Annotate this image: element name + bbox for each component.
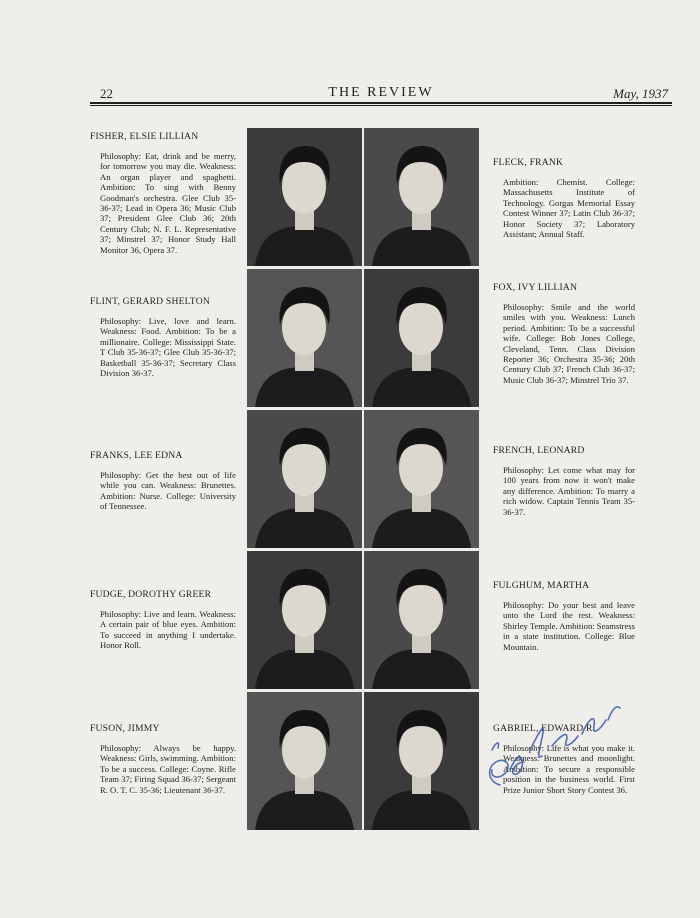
- page-header: [90, 84, 672, 102]
- publication-title: THE REVIEW: [328, 85, 434, 100]
- student-entry: [90, 450, 236, 512]
- portrait-photo: [247, 128, 362, 266]
- portrait-photo: [247, 692, 362, 830]
- student-entry: [493, 580, 635, 652]
- portrait-image: [364, 410, 479, 548]
- student-bio: Philosophy: Always be happy. Weakness: Girls, swimming. Ambition: To be a success. College: Coyne. Rifle Team 37; Firing Squad 36-37; Sergeant R. O. T. C. 35-36; Lieutenant 36-37.: [100, 743, 236, 795]
- student-bio: Philosophy: Live, love and learn. Weakness: Food. Ambition: To be a millionaire. College: Mississippi State. T Club 35-36-37; Glee Club 35-36-37; Basketball 35-36-37; Secretary Class Division 36-37.: [100, 316, 236, 379]
- portrait-image: [364, 128, 479, 266]
- student-entry: [493, 282, 635, 385]
- student-bio: Philosophy: Let come what may for 100 years from now it won't make any difference. Ambition: To marry a rich widow. Captain Tennis Team 35-36-37.: [503, 465, 635, 517]
- portrait-photo: [364, 551, 479, 689]
- student-entry: [493, 445, 635, 517]
- student-bio: Philosophy: Eat, drink and be merry, for tomorrow you may die. Weakness: An organ player and spaghetti. Ambition: To sing with Benny Goodman's orchestra. Glee Club 35-36-37; Lead in Opera 36; Music Club 37; President Glee Club 36; 20th Century Club; N. F. L. Representative 37; Minstrel 37; Honor Study Hall Monitor 36, Opera 37.: [100, 151, 236, 255]
- portrait-photo: [247, 410, 362, 548]
- student-name: FRANKS, LEE EDNA: [90, 450, 183, 461]
- student-name: FUSON, JIMMY: [90, 723, 160, 734]
- portrait-photo: [247, 269, 362, 407]
- student-entry: [90, 723, 236, 795]
- header-rule-thin: [90, 105, 672, 106]
- student-bio: Philosophy: Life is what you make it. Weakness: Brunettes and moonlight. Ambition: To secure a responsible position in the business world. First Prize Junior Short Story Contest 36.: [503, 743, 635, 795]
- student-name: FLINT, GERARD SHELTON: [90, 296, 210, 307]
- portrait-image: [364, 269, 479, 407]
- portrait-image: [247, 269, 362, 407]
- student-bio: Philosophy: Do your best and leave unto the Lord the rest. Weakness: Shirley Temple. Ambition: Seamstress in a state institution. College: Blue Mountain.: [503, 600, 635, 652]
- portrait-photo: [364, 128, 479, 266]
- portrait-photo: [364, 269, 479, 407]
- student-name: FOX, IVY LILLIAN: [493, 282, 578, 293]
- student-entry: [90, 131, 236, 255]
- student-entry: [90, 296, 236, 378]
- portrait-image: [247, 410, 362, 548]
- portrait-image: [364, 551, 479, 689]
- student-name: FISHER, ELSIE LILLIAN: [90, 131, 199, 142]
- student-bio: Philosophy: Get the best out of life while you can. Weakness: Brunettes. Ambition: Nurse. College: University of Tennessee.: [100, 470, 236, 512]
- student-name: FUDGE, DOROTHY GREER: [90, 589, 212, 600]
- header-rule: [90, 102, 672, 104]
- student-bio: Ambition: Chemist. College: Massachusetts Institute of Technology. Gorgas Memorial Essay Contest Winner 37; Latin Club 36-37; Honor Society 37; Laboratory Assistant; Annual Staff.: [503, 177, 635, 240]
- portrait-image: [247, 128, 362, 266]
- student-name: FULGHUM, MARTHA: [493, 580, 590, 591]
- student-entry: [90, 589, 236, 651]
- page-number: 22: [100, 86, 113, 101]
- student-bio: Philosophy: Live and learn. Weakness: A certain pair of blue eyes. Ambition: To succeed in anything I undertake. Honor Roll.: [100, 609, 236, 651]
- handwritten-signature: [470, 690, 630, 810]
- student-name: FLECK, FRANK: [493, 157, 564, 168]
- student-bio: Philosophy: Smile and the world smiles with you. Weakness: Lunch period. Ambition: To be a successful wife. College: Bob Jones College, Cleveland, Tenn. Class Division Reporter 36; Orchestra 35-36; 20th Century Club 37; French Club 36-37; Music Club 36-37; Minstrel Trio 37.: [503, 302, 635, 385]
- portrait-image: [247, 551, 362, 689]
- portrait-photo: [247, 551, 362, 689]
- student-name: FRENCH, LEONARD: [493, 445, 585, 456]
- student-entry: [493, 157, 635, 239]
- portrait-image: [364, 692, 479, 830]
- issue-date: May, 1937: [613, 86, 668, 101]
- student-name: GABRIEL, EDWARD R.: [493, 723, 596, 734]
- portrait-photo: [364, 410, 479, 548]
- portrait-photo: [364, 692, 479, 830]
- portrait-image: [247, 692, 362, 830]
